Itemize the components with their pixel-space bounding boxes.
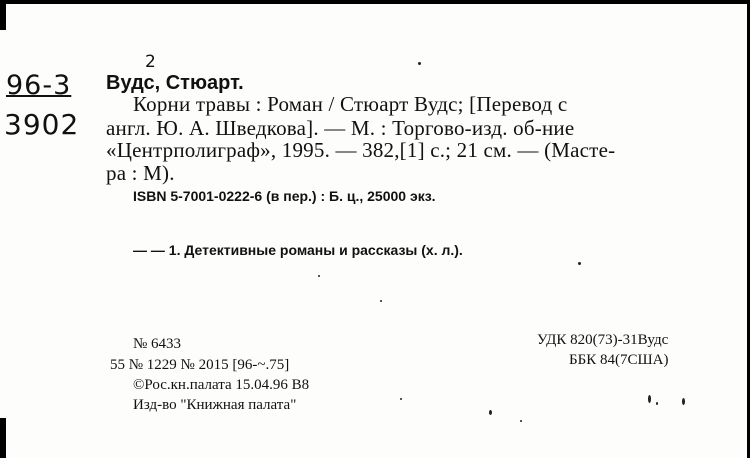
- speck: [648, 395, 651, 403]
- speck: [520, 420, 522, 422]
- title-line-2: англ. Ю. А. Шведкова]. — М. : Торгово-изд. об-ние: [106, 116, 575, 140]
- udk-code: УДК 820(73)-31Вудс: [537, 332, 669, 348]
- scan-edge-bottom: [0, 418, 6, 458]
- bbk-code: ББК 84(7США): [569, 352, 669, 368]
- title-line-4: ра : М).: [106, 161, 175, 185]
- scan-edge-top: [0, 0, 750, 4]
- registration-numbers: 55 № 1229 № 2015 [96-~.75]: [110, 357, 290, 373]
- handwritten-shelf-mark: 96-3: [6, 70, 72, 101]
- title-line-3: «Центрполиграф», 1995. — 382,[1] с.; 21 см. — (Масте-: [106, 138, 616, 162]
- author-heading: Вудс, Стюарт.: [106, 72, 244, 94]
- speck: [578, 262, 581, 265]
- record-number: № 6433: [133, 336, 182, 352]
- publisher-line: Изд-во "Книжная палата": [133, 397, 297, 413]
- isbn-line: ISBN 5-7001-0222-6 (в пер.) : Б. ц., 25000 экз.: [133, 188, 436, 204]
- speck: [682, 398, 685, 405]
- speck: [656, 402, 658, 405]
- handwritten-accession-number: 3902: [4, 108, 80, 141]
- chamber-stamp: ©Рос.кн.палата 15.04.96 В8: [133, 377, 310, 393]
- speck: [489, 410, 492, 415]
- scan-edge-corner: [0, 0, 6, 30]
- speck: [380, 300, 382, 302]
- handwritten-superscript: 2: [145, 52, 156, 72]
- speck: [318, 275, 320, 277]
- subject-heading: — — 1. Детективные романы и рассказы (х. л.).: [133, 242, 463, 258]
- title-line-1: Корни травы : Роман / Стюарт Вудс; [Перевод с: [133, 92, 568, 116]
- speck: [418, 62, 421, 65]
- speck: [400, 398, 402, 400]
